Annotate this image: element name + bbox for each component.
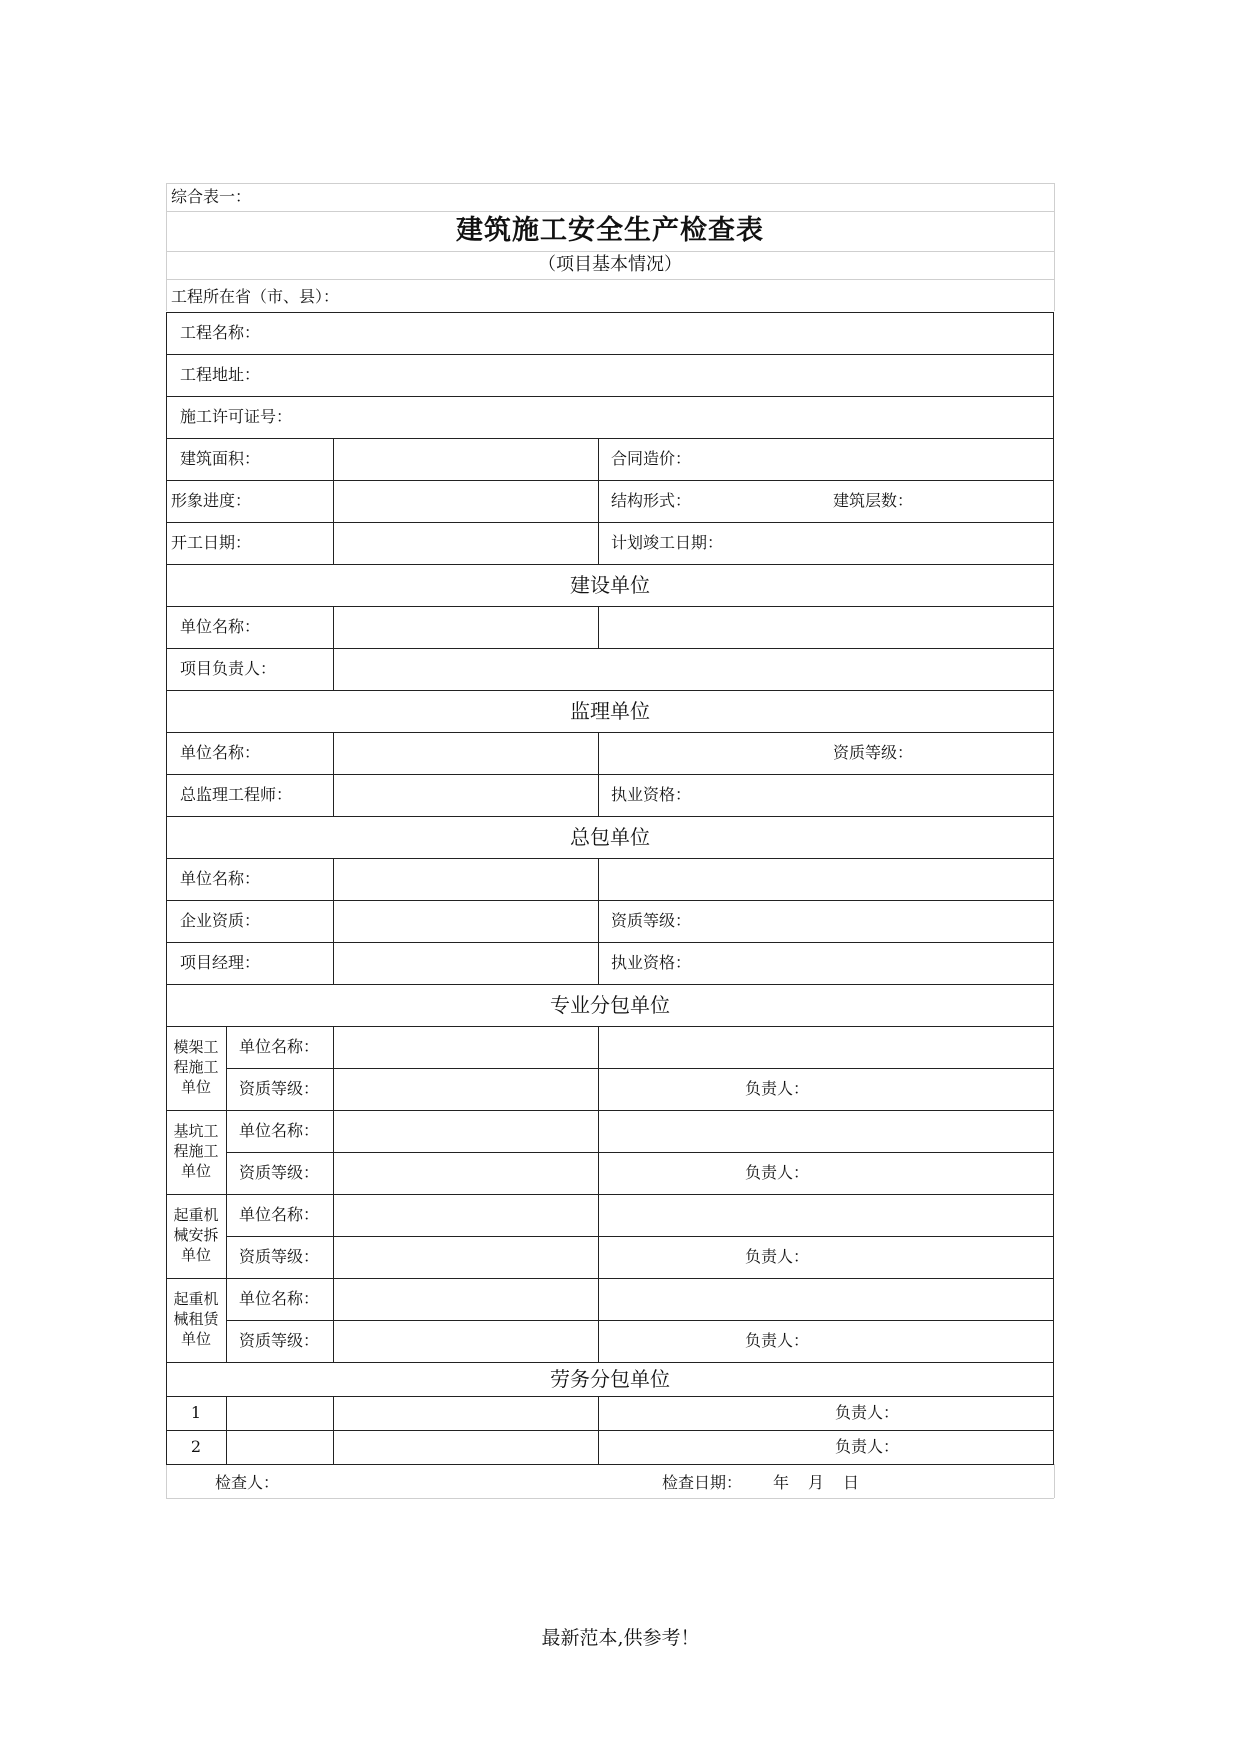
subcontract-group-name: 模架工程施工单位 xyxy=(173,1038,219,1096)
planned-completion-label[interactable]: 计划竣工日期： xyxy=(611,533,724,552)
table-top-border xyxy=(166,312,1054,313)
date-month-label: 月 xyxy=(808,1473,825,1492)
subcontract-group-name: 起重机械租赁单位 xyxy=(173,1290,219,1348)
left-border-thin xyxy=(166,1464,167,1498)
row-line xyxy=(226,1152,1054,1153)
col-line xyxy=(333,1026,334,1362)
labor-leader-label[interactable]: 负责人： xyxy=(835,1403,900,1422)
col-line xyxy=(333,1396,334,1464)
row-line xyxy=(166,690,1054,691)
row-line xyxy=(166,1362,1054,1363)
row-line xyxy=(166,522,1054,523)
row-line xyxy=(166,1026,1054,1027)
row-line xyxy=(166,816,1054,817)
row-line xyxy=(226,1068,1054,1069)
supervisor-grade-label[interactable]: 资质等级： xyxy=(833,743,914,762)
labor-row-number: 2 xyxy=(190,1437,202,1456)
row-line xyxy=(166,900,1054,901)
subcontract-grade-label[interactable]: 资质等级： xyxy=(239,1079,320,1098)
gc-enterprise-qualification-label[interactable]: 企业资质： xyxy=(180,911,261,930)
footer-note: 最新范本,供参考！ xyxy=(541,1627,700,1649)
col-line xyxy=(598,858,599,984)
row-line xyxy=(166,1194,1054,1195)
row-line xyxy=(166,438,1054,439)
row-divider xyxy=(166,251,1054,252)
subcontract-leader-label[interactable]: 负责人： xyxy=(745,1247,810,1266)
col-line xyxy=(598,732,599,816)
subcontract-leader-label[interactable]: 负责人： xyxy=(745,1079,810,1098)
col-line xyxy=(226,1396,227,1464)
gc-unit-name-label[interactable]: 单位名称： xyxy=(180,869,261,888)
section-heading-specialty-subcontract: 专业分包单位 xyxy=(550,993,670,1017)
col-line xyxy=(598,1026,599,1362)
building-area-label[interactable]: 建筑面积： xyxy=(180,449,261,468)
subcontract-leader-label[interactable]: 负责人： xyxy=(745,1331,810,1350)
table-left-border xyxy=(166,312,167,1464)
row-line xyxy=(166,1396,1054,1397)
floors-label[interactable]: 建筑层数： xyxy=(833,491,914,510)
start-date-label[interactable]: 开工日期： xyxy=(171,533,252,552)
row-line xyxy=(166,858,1054,859)
row-line xyxy=(166,606,1054,607)
builder-unit-name-label[interactable]: 单位名称： xyxy=(180,617,261,636)
project-address-label[interactable]: 工程地址： xyxy=(180,365,261,384)
form-label: 综合表一： xyxy=(171,187,252,206)
col-line xyxy=(333,438,334,564)
subcontract-grade-label[interactable]: 资质等级： xyxy=(239,1247,320,1266)
row-line xyxy=(166,480,1054,481)
permit-number-label[interactable]: 施工许可证号： xyxy=(180,407,293,426)
chief-engineer-label[interactable]: 总监理工程师： xyxy=(180,785,293,804)
labor-row-number: 1 xyxy=(190,1403,202,1422)
row-line xyxy=(166,396,1054,397)
section-heading-supervisor: 监理单位 xyxy=(570,699,650,723)
row-line xyxy=(166,942,1054,943)
structure-type-label[interactable]: 结构形式： xyxy=(611,491,692,510)
row-line xyxy=(166,774,1054,775)
section-heading-labor-subcontract: 劳务分包单位 xyxy=(550,1367,670,1391)
supervisor-unit-name-label[interactable]: 单位名称： xyxy=(180,743,261,762)
date-day-label: 日 xyxy=(843,1473,860,1492)
subcontract-unit-name-label[interactable]: 单位名称： xyxy=(239,1037,320,1056)
subcontract-unit-name-label[interactable]: 单位名称： xyxy=(239,1121,320,1140)
builder-project-leader-label[interactable]: 项目负责人： xyxy=(180,659,277,678)
row-divider xyxy=(166,279,1054,280)
inspector-label[interactable]: 检查人： xyxy=(215,1473,280,1492)
top-border xyxy=(166,183,1054,184)
row-line xyxy=(166,648,1054,649)
page-title: 建筑施工安全生产检查表 xyxy=(456,215,764,246)
table-right-border xyxy=(1053,312,1054,1464)
labor-leader-label[interactable]: 负责人： xyxy=(835,1437,900,1456)
row-line xyxy=(166,1430,1054,1431)
project-name-label[interactable]: 工程名称： xyxy=(180,323,261,342)
subcontract-leader-label[interactable]: 负责人： xyxy=(745,1163,810,1182)
section-heading-general-contractor: 总包单位 xyxy=(570,825,650,849)
supervisor-practice-qualification-label[interactable]: 执业资格： xyxy=(611,785,692,804)
col-line xyxy=(333,732,334,816)
gc-practice-qualification-label[interactable]: 执业资格： xyxy=(611,953,692,972)
subcontract-grade-label[interactable]: 资质等级： xyxy=(239,1163,320,1182)
row-divider xyxy=(166,211,1054,212)
row-line xyxy=(166,732,1054,733)
bottom-border xyxy=(166,1498,1054,1499)
row-line xyxy=(166,564,1054,565)
row-line xyxy=(226,1320,1054,1321)
col-line xyxy=(598,1396,599,1464)
col-line xyxy=(598,438,599,564)
subcontract-grade-label[interactable]: 资质等级： xyxy=(239,1331,320,1350)
col-line xyxy=(333,858,334,984)
subcontract-group-name: 起重机械安拆单位 xyxy=(173,1206,219,1264)
col-line xyxy=(333,606,334,690)
progress-label[interactable]: 形象进度： xyxy=(171,491,252,510)
gc-project-manager-label[interactable]: 项目经理： xyxy=(180,953,261,972)
col-line xyxy=(226,1026,227,1362)
row-line xyxy=(166,1110,1054,1111)
location-field-label[interactable]: 工程所在省（市、县）： xyxy=(171,287,340,306)
row-line xyxy=(166,354,1054,355)
right-border-thin xyxy=(1054,1464,1055,1498)
inspection-date-label[interactable]: 检查日期： xyxy=(662,1473,743,1492)
row-line xyxy=(226,1236,1054,1237)
row-line xyxy=(166,984,1054,985)
col-line xyxy=(598,606,599,648)
row-line xyxy=(166,1278,1054,1279)
subcontract-unit-name-label[interactable]: 单位名称： xyxy=(239,1289,320,1308)
subcontract-unit-name-label[interactable]: 单位名称： xyxy=(239,1205,320,1224)
date-year-label: 年 xyxy=(773,1473,790,1492)
section-heading-builder: 建设单位 xyxy=(570,573,650,597)
table-bottom-border xyxy=(166,1464,1054,1465)
gc-grade-label[interactable]: 资质等级： xyxy=(611,911,692,930)
page-subtitle: （项目基本情况） xyxy=(538,254,682,275)
subcontract-group-name: 基坑工程施工单位 xyxy=(173,1122,219,1180)
contract-price-label[interactable]: 合同造价： xyxy=(611,449,692,468)
